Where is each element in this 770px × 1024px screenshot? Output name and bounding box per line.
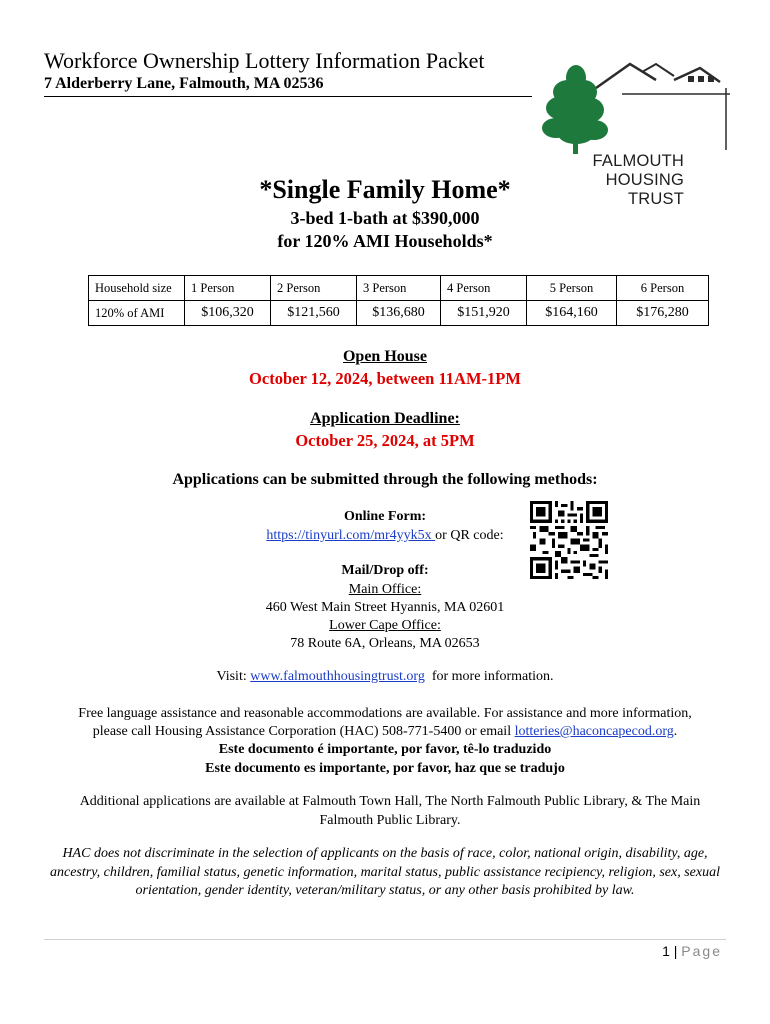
- assistance-line2-text: please call Housing Assistance Corporation (HAC) 508-771-5400 or email: [92, 724, 515, 739]
- table-header-cell: 4 Person: [441, 276, 527, 301]
- table-header-cell: 3 Person: [357, 276, 441, 301]
- house-tree-logo-icon: [538, 58, 730, 158]
- table-cell: $176,280: [617, 301, 709, 326]
- headline-price: 3-bed 1-bath at $390,000: [290, 208, 480, 228]
- mail-dropoff-label: Mail/Drop off:: [341, 563, 429, 578]
- logo-text-line3: TRUST: [628, 190, 684, 208]
- page-separator: |: [669, 943, 682, 959]
- visit-prefix: Visit:: [216, 669, 251, 684]
- table-header-cell: Household size: [89, 276, 185, 301]
- spanish-notice: Este documento es importante, por favor, haz que se tradujo: [205, 761, 565, 776]
- table-cell: $164,160: [527, 301, 617, 326]
- qr-code-icon[interactable]: [530, 501, 608, 579]
- portuguese-notice: Este documento é importante, por favor, tê-lo traduzido: [218, 742, 552, 757]
- online-form-line: [230, 526, 540, 545]
- visit-suffix: for more information.: [424, 669, 554, 684]
- falmouth-housing-trust-logo: [538, 58, 730, 208]
- online-form-label: Online Form:: [343, 509, 427, 524]
- additional-applications-note: Additional applications are available at Falmouth Town Hall, The North Falmouth Public Library, & The Main Falmouth Public Library.: [79, 794, 701, 828]
- open-house-date: October 12, 2024, between 11AM-1PM: [249, 369, 521, 388]
- table-header-row: [89, 276, 709, 301]
- headline-title: *Single Family Home*: [259, 175, 511, 204]
- page-word: Page: [681, 943, 722, 959]
- table-cell: $136,680: [357, 301, 441, 326]
- page-number-value: 1: [662, 943, 670, 959]
- table-cell: $151,920: [441, 301, 527, 326]
- ami-income-table: [88, 275, 709, 326]
- assistance-line2: [40, 722, 730, 741]
- email-link[interactable]: lotteries@haconcapecod.org: [514, 724, 674, 739]
- nondiscrimination-statement: HAC does not discriminate in the selection of applicants on the basis of race, color, national origin, disability, age, ancestry, children, familial status, genetic information, marital status, public assistance recipiency, religion, sex, sexual orientation, gender identity, veteran/military status, or any other basis prohibited by law.: [50, 846, 720, 898]
- table-header-cell: 6 Person: [617, 276, 709, 301]
- document-title: Workforce Ownership Lottery Information Packet: [44, 48, 485, 73]
- table-header-cell: 2 Person: [271, 276, 357, 301]
- main-office-address: 460 West Main Street Hyannis, MA 02601: [265, 600, 505, 615]
- methods-heading: Applications can be submitted through the following methods:: [172, 471, 598, 488]
- assistance-line1: Free language assistance and reasonable accommodations are available. For assistance and more information,: [78, 706, 692, 721]
- lower-cape-office-label: Lower Cape Office:: [329, 618, 441, 633]
- header-divider: [44, 96, 532, 97]
- visit-line: [0, 669, 770, 685]
- logo-text-line2: HOUSING: [605, 171, 684, 189]
- table-cell: $106,320: [185, 301, 271, 326]
- headline-eligibility: for 120% AMI Households*: [277, 231, 493, 251]
- deadline-label: Application Deadline:: [310, 410, 460, 427]
- table-row: [89, 301, 709, 326]
- table-cell: $121,560: [271, 301, 357, 326]
- website-link[interactable]: www.falmouthhousingtrust.org: [250, 669, 425, 684]
- property-address: 7 Alderberry Lane, Falmouth, MA 02536: [44, 75, 324, 92]
- assistance-line2-suffix: .: [673, 724, 678, 739]
- online-form-link[interactable]: https://tinyurl.com/mr4yyk5x: [266, 528, 436, 543]
- lower-cape-office-address: 78 Route 6A, Orleans, MA 02653: [290, 636, 480, 651]
- table-header-cell: 1 Person: [185, 276, 271, 301]
- deadline-date: October 25, 2024, at 5PM: [295, 431, 475, 450]
- logo-text-line1: FALMOUTH: [592, 152, 684, 170]
- page-number: [662, 943, 722, 959]
- footer-divider: [44, 939, 726, 940]
- open-house-label: Open House: [342, 348, 427, 365]
- table-header-cell: 5 Person: [527, 276, 617, 301]
- main-office-label: Main Office:: [348, 582, 422, 597]
- online-form-suffix: or QR code:: [435, 528, 504, 543]
- table-row-label: 120% of AMI: [89, 301, 185, 326]
